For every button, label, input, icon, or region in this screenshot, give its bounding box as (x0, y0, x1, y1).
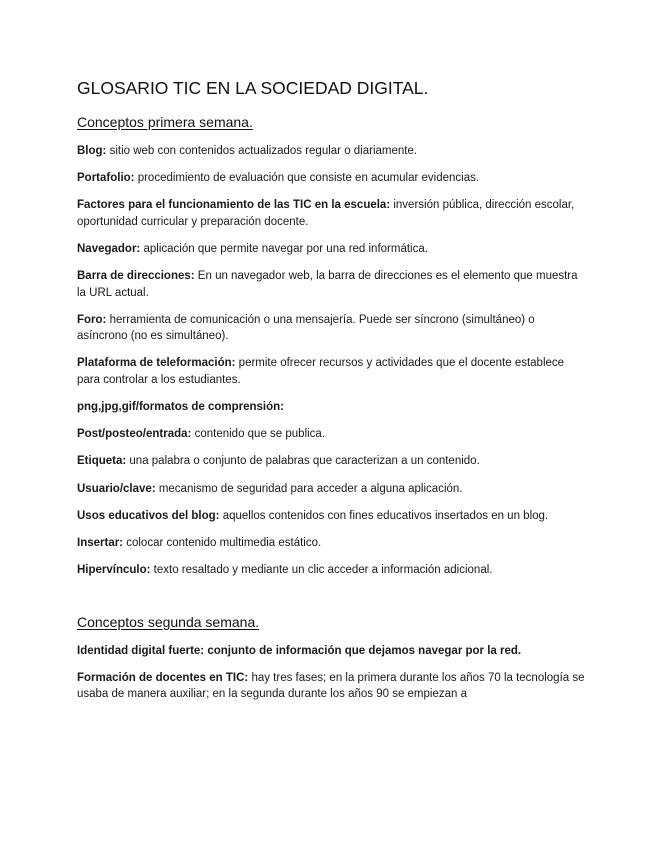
glossary-definition: una palabra o conjunto de palabras que caracterizan a un contenido. (126, 455, 480, 468)
glossary-entry-usuario-clave (77, 481, 585, 497)
glossary-entry-barra-direcciones (77, 268, 585, 301)
glossary-term: Usuario/clave: (77, 482, 156, 495)
glossary-entry-foro (77, 312, 585, 345)
glossary-entry-navegador (77, 241, 585, 257)
glossary-entry-usos-blog (77, 508, 585, 524)
glossary-entry-plataforma (77, 355, 585, 388)
section-heading-first-week: Conceptos primera semana. (77, 114, 253, 130)
glossary-definition: procedimiento de evaluación que consiste en acumular evidencias. (134, 172, 480, 185)
glossary-definition: aquellos contenidos con fines educativos insertados en un blog. (219, 509, 549, 522)
glossary-term: Usos educativos del blog: (77, 509, 220, 522)
glossary-definition: permite ofrecer recursos y actividades que el docente establece para controlar a los estudiantes. (77, 357, 565, 386)
glossary-entry-identidad-digital (77, 643, 585, 659)
glossary-definition: colocar contenido multimedia estático. (123, 537, 322, 550)
glossary-definition: contenido que se publica. (191, 428, 326, 441)
glossary-definition: inversión pública, dirección escolar, oportunidad curricular y preparación docente. (77, 199, 575, 228)
glossary-entry-post (77, 426, 585, 442)
glossary-definition: texto resaltado y mediante un clic acceder a información adicional. (150, 564, 493, 577)
section-heading-second-week: Conceptos segunda semana. (77, 613, 260, 630)
glossary-entry-formacion-docentes (77, 670, 585, 703)
glossary-term: Navegador: (77, 243, 141, 256)
glossary-entry-insertar (77, 535, 585, 551)
glossary-definition: En un navegador web, la barra de direcciones es el elemento que muestra la URL actual. (77, 270, 578, 299)
glossary-definition: sitio web con contenidos actualizados regular o diariamente. (106, 145, 418, 157)
glossary-term: Identidad digital fuerte: conjunto de información que dejamos navegar por la red. (77, 644, 522, 657)
glossary-term: Hipervínculo: (77, 564, 151, 577)
glossary-term: Formación de docentes en TIC: (77, 671, 249, 684)
section-second-week (77, 614, 585, 703)
glossary-term: Etiqueta: (77, 455, 127, 468)
glossary-entry-blog (77, 143, 585, 159)
glossary-term: Barra de direcciones: (77, 270, 195, 283)
glossary-term: Blog: (77, 145, 107, 157)
glossary-term: Plataforma de teleformación: (77, 357, 236, 370)
document-title: GLOSARIO TIC EN LA SOCIEDAD DIGITAL. (77, 78, 429, 98)
glossary-entry-etiqueta (77, 453, 585, 469)
glossary-definition: hay tres fases; en la primera durante los años 70 la tecnología se usaba de manera auxiliar; en la segunda durante los años 90 se empiezan a (77, 671, 585, 701)
glossary-term: Foro: (77, 313, 107, 326)
glossary-definition: herramienta de comunicación o una mensajería. Puede ser síncrono (simultáneo) o asíncrono (no es simultáneo). (77, 313, 535, 343)
glossary-term: Factores para el funcionamiento de las TIC en la escuela: (77, 199, 391, 212)
section-first-week (77, 114, 585, 579)
glossary-definition: aplicación que permite navegar por una red informática. (140, 243, 428, 256)
glossary-term: Insertar: (77, 537, 124, 550)
glossary-entry-formatos (77, 399, 585, 415)
glossary-entry-factores (77, 197, 585, 230)
glossary-entry-hipervinculo (77, 562, 585, 578)
glossary-term: Post/posteo/entrada: (77, 428, 192, 441)
glossary-definition: mecanismo de seguridad para acceder a alguna aplicación. (155, 482, 463, 495)
glossary-term: Portafolio: (77, 172, 135, 185)
glossary-entry-portafolio (77, 170, 585, 186)
glossary-term: png,jpg,gif/formatos de comprensión: (77, 401, 284, 414)
